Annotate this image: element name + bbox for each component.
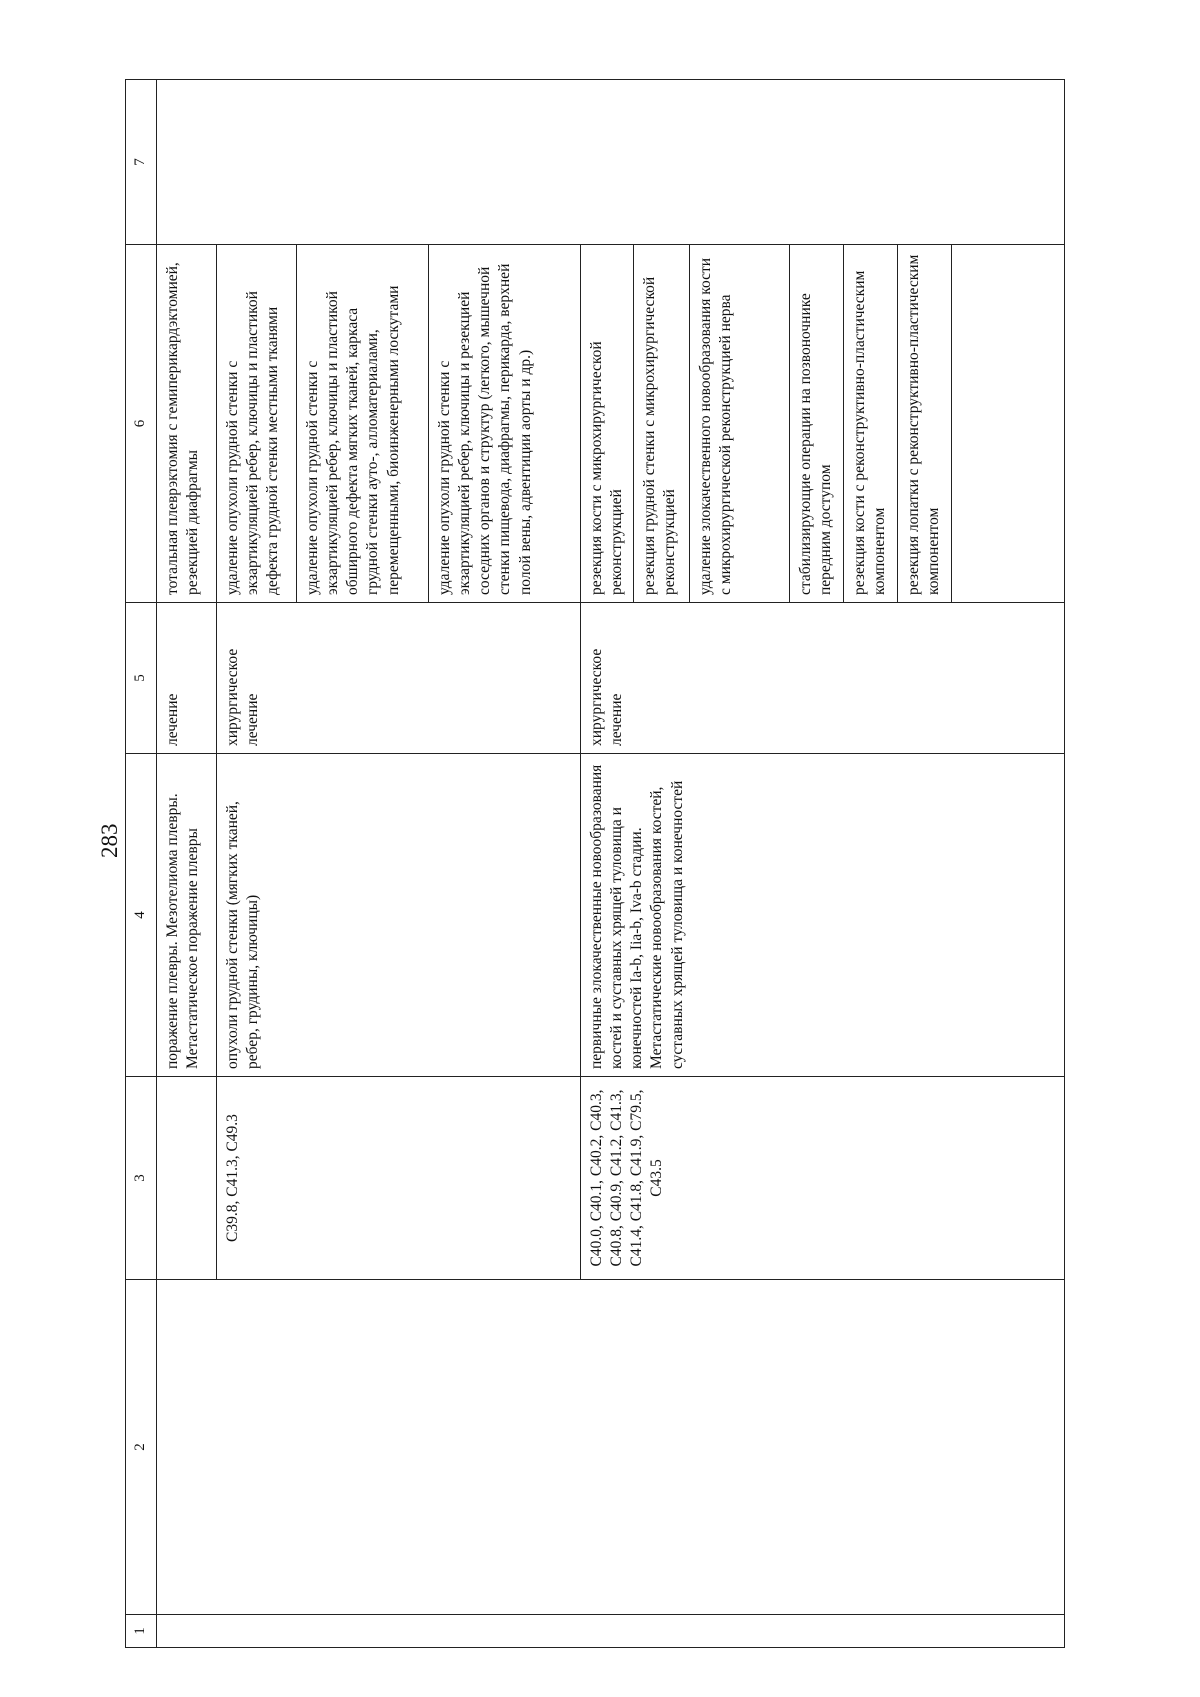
treatment-table bbox=[125, 79, 1065, 1648]
column-number: 5 bbox=[126, 603, 157, 754]
cell-method: удаление злокачественного новообразования кости с микрохирургической реконструкцией нерва bbox=[690, 245, 790, 603]
column-number-row bbox=[126, 80, 157, 1648]
cell-method: удаление опухоли грудной стенки с экзартикуляцией ребер, ключицы и пластикой обширного дефекта мягких тканей, каркаса грудной стенки ауто-, алломатериалами, перемещенными, биоинженерными лоскутами bbox=[297, 245, 429, 603]
page-number: 283 bbox=[97, 823, 122, 858]
column-number: 2 bbox=[126, 1280, 157, 1615]
column-number: 1 bbox=[126, 1615, 157, 1648]
cell-col7 bbox=[157, 80, 1065, 245]
document-table-rotated bbox=[125, 80, 1065, 1648]
cell-method: тотальная плеврэктомия с гемиперикардэктомией, резекцией диафрагмы bbox=[157, 245, 217, 603]
cell-treatment-type: хирургическое лечение bbox=[217, 603, 581, 754]
table-row bbox=[157, 80, 217, 1648]
column-number: 4 bbox=[126, 754, 157, 1077]
cell-treatment-type: хирургическое лечение bbox=[581, 603, 1065, 754]
cell-method: резекция кости с реконструктивно-пластическим компонентом bbox=[844, 245, 898, 603]
column-number: 3 bbox=[126, 1077, 157, 1280]
cell-method: резекция лопатки с реконструктивно-пластическим компонентом bbox=[898, 245, 952, 603]
cell-method: удаление опухоли грудной стенки с экзартикуляцией ребер, ключицы и резекцией соседних органов и структур (легкого, мышечной стенки пищевода, диафрагмы, перикарда, верхней полой вены, адвентиции аорты и др.) bbox=[429, 245, 581, 603]
cell-method bbox=[952, 245, 1065, 603]
cell-diagnosis: опухоли грудной стенки (мягких тканей, ребер, грудины, ключицы) bbox=[217, 754, 581, 1077]
cell-col1 bbox=[157, 1615, 1065, 1648]
cell-treatment-type: лечение bbox=[157, 603, 217, 754]
cell-icd-codes bbox=[157, 1077, 217, 1280]
cell-icd-codes: C39.8, C41.3, C49.3 bbox=[217, 1077, 581, 1280]
cell-method: резекция грудной стенки с микрохирургической реконструкцией bbox=[634, 245, 690, 603]
cell-method: стабилизирующие операции на позвоночнике передним доступом bbox=[790, 245, 844, 603]
column-number: 7 bbox=[126, 80, 157, 245]
cell-icd-codes: C40.0, C40.1, C40.2, C40.3, C40.8, C40.9, C41.2, C41.3, C41.4, C41.8, C41.9, C79.5, C43.5 bbox=[581, 1077, 1065, 1280]
column-number: 6 bbox=[126, 245, 157, 603]
cell-method: удаление опухоли грудной стенки с экзартикуляцией ребер, ключицы и пластикой дефекта грудной стенки местными тканями bbox=[217, 245, 297, 603]
cell-method: резекция кости с микрохирургической реконструкцией bbox=[581, 245, 634, 603]
cell-diagnosis: первичные злокачественные новообразования костей и суставных хрящей туловища и конечностей Ia-b, Iia-b, Iva-b стадии. Метастатические новообразования костей, суставных хрящей туловища и конечностей bbox=[581, 754, 1065, 1077]
cell-col2 bbox=[157, 1280, 1065, 1615]
cell-diagnosis: поражение плевры. Мезотелиома плевры. Метастатическое поражение плевры bbox=[157, 754, 217, 1077]
